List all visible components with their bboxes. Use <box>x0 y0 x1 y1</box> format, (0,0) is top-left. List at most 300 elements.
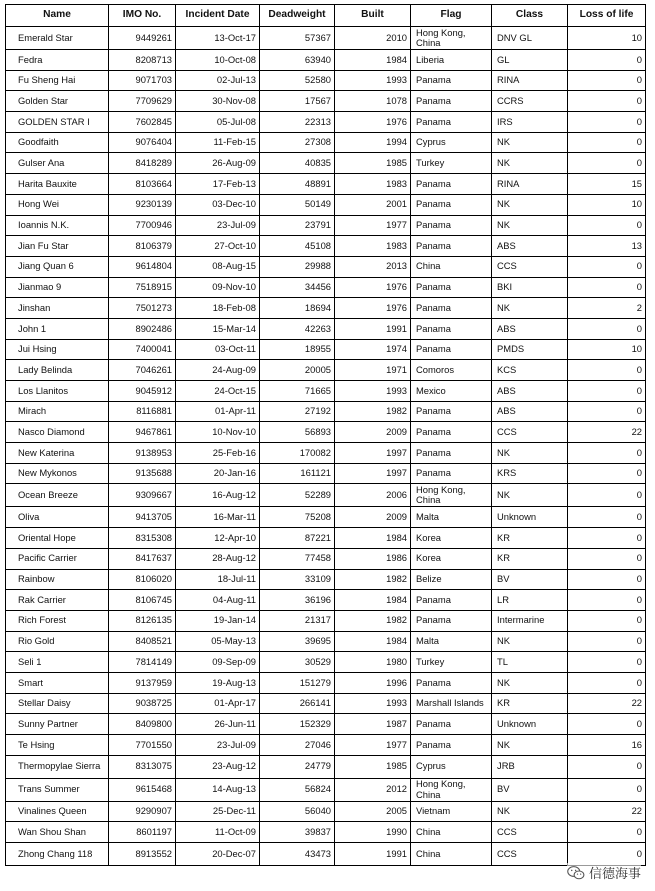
cell-loss-of-life: 0 <box>568 778 646 801</box>
cell-deadweight: 34456 <box>260 277 335 298</box>
cell-imo: 9290907 <box>109 801 176 822</box>
cell-deadweight: 20005 <box>260 360 335 381</box>
cell-incident-date: 18-Jul-11 <box>176 569 260 590</box>
cell-built: 1985 <box>335 153 411 174</box>
cell-class: NK <box>492 672 568 693</box>
cell-incident-date: 17-Feb-13 <box>176 174 260 195</box>
cell-built: 1983 <box>335 174 411 195</box>
table-row <box>6 735 646 756</box>
cell-loss-of-life: 0 <box>568 590 646 611</box>
cell-flag: Panama <box>411 194 492 215</box>
table-row <box>6 463 646 484</box>
cell-name: Fedra <box>6 50 109 71</box>
cell-incident-date: 18-Feb-08 <box>176 298 260 319</box>
cell-name: Fu Sheng Hai <box>6 70 109 91</box>
cell-flag: Panama <box>411 590 492 611</box>
cell-name: Emerald Star <box>6 27 109 50</box>
cell-incident-date: 24-Aug-09 <box>176 360 260 381</box>
cell-imo: 8106020 <box>109 569 176 590</box>
cell-deadweight: 39837 <box>260 822 335 843</box>
cell-incident-date: 09-Nov-10 <box>176 277 260 298</box>
cell-deadweight: 56040 <box>260 801 335 822</box>
cell-deadweight: 23791 <box>260 215 335 236</box>
cell-class: GL <box>492 50 568 71</box>
cell-incident-date: 01-Apr-11 <box>176 401 260 422</box>
cell-incident-date: 25-Feb-16 <box>176 443 260 464</box>
cell-deadweight: 22313 <box>260 112 335 133</box>
cell-deadweight: 42263 <box>260 318 335 339</box>
cell-flag: Korea <box>411 528 492 549</box>
table-row <box>6 27 646 50</box>
cell-class: NK <box>492 194 568 215</box>
cell-loss-of-life: 16 <box>568 735 646 756</box>
cell-built: 2009 <box>335 422 411 443</box>
cell-flag: Panama <box>411 422 492 443</box>
cell-loss-of-life: 15 <box>568 174 646 195</box>
cell-deadweight: 87221 <box>260 528 335 549</box>
cell-incident-date: 15-Mar-14 <box>176 318 260 339</box>
cell-loss-of-life: 0 <box>568 112 646 133</box>
cell-imo: 7814149 <box>109 652 176 673</box>
cell-loss-of-life: 0 <box>568 569 646 590</box>
cell-loss-of-life: 0 <box>568 70 646 91</box>
cell-incident-date: 13-Oct-17 <box>176 27 260 50</box>
cell-name: Smart <box>6 672 109 693</box>
table-row <box>6 422 646 443</box>
cell-loss-of-life: 0 <box>568 153 646 174</box>
cell-built: 1976 <box>335 277 411 298</box>
cell-loss-of-life: 0 <box>568 91 646 112</box>
cell-built: 1993 <box>335 70 411 91</box>
cell-flag: Hong Kong, China <box>411 27 492 50</box>
cell-incident-date: 26-Aug-09 <box>176 153 260 174</box>
cell-class: ABS <box>492 381 568 402</box>
cell-incident-date: 09-Sep-09 <box>176 652 260 673</box>
table-row <box>6 277 646 298</box>
cell-incident-date: 19-Jan-14 <box>176 610 260 631</box>
cell-built: 1977 <box>335 215 411 236</box>
cell-loss-of-life: 10 <box>568 339 646 360</box>
cell-incident-date: 20-Jan-16 <box>176 463 260 484</box>
cell-deadweight: 40835 <box>260 153 335 174</box>
cell-flag: Marshall Islands <box>411 693 492 714</box>
cell-incident-date: 30-Nov-08 <box>176 91 260 112</box>
cell-flag: Panama <box>411 298 492 319</box>
cell-deadweight: 152329 <box>260 714 335 735</box>
cell-deadweight: 21317 <box>260 610 335 631</box>
cell-built: 1997 <box>335 463 411 484</box>
cell-deadweight: 170082 <box>260 443 335 464</box>
cell-built: 1997 <box>335 443 411 464</box>
cell-imo: 8208713 <box>109 50 176 71</box>
cell-flag: Panama <box>411 70 492 91</box>
cell-built: 1982 <box>335 401 411 422</box>
cell-loss-of-life: 0 <box>568 360 646 381</box>
cell-built: 2013 <box>335 256 411 277</box>
cell-class: LR <box>492 590 568 611</box>
cell-flag: China <box>411 843 492 866</box>
cell-loss-of-life: 22 <box>568 422 646 443</box>
cell-name: Jianmao 9 <box>6 277 109 298</box>
table-row <box>6 194 646 215</box>
cell-loss-of-life: 0 <box>568 50 646 71</box>
cell-imo: 8315308 <box>109 528 176 549</box>
cell-deadweight: 77458 <box>260 548 335 569</box>
table-row <box>6 528 646 549</box>
cell-class: NK <box>492 801 568 822</box>
cell-loss-of-life: 10 <box>568 194 646 215</box>
cell-built: 1983 <box>335 236 411 257</box>
table-row <box>6 548 646 569</box>
cell-loss-of-life: 0 <box>568 822 646 843</box>
cell-deadweight: 39695 <box>260 631 335 652</box>
cell-class: NK <box>492 298 568 319</box>
cell-name: GOLDEN STAR I <box>6 112 109 133</box>
cell-flag: Cyprus <box>411 755 492 778</box>
cell-imo: 9071703 <box>109 70 176 91</box>
table-row <box>6 693 646 714</box>
cell-imo: 8417637 <box>109 548 176 569</box>
cell-imo: 9449261 <box>109 27 176 50</box>
cell-flag: Panama <box>411 215 492 236</box>
table-body <box>6 27 646 866</box>
cell-incident-date: 03-Dec-10 <box>176 194 260 215</box>
cell-imo: 8418289 <box>109 153 176 174</box>
cell-built: 1976 <box>335 112 411 133</box>
cell-incident-date: 04-Aug-11 <box>176 590 260 611</box>
cell-loss-of-life: 0 <box>568 484 646 507</box>
cell-name: Ocean Breeze <box>6 484 109 507</box>
cell-built: 2009 <box>335 507 411 528</box>
cell-flag: Panama <box>411 443 492 464</box>
cell-loss-of-life: 13 <box>568 236 646 257</box>
cell-class: KRS <box>492 463 568 484</box>
cell-loss-of-life: 0 <box>568 528 646 549</box>
cell-deadweight: 71665 <box>260 381 335 402</box>
cell-class: ABS <box>492 236 568 257</box>
cell-flag: Panama <box>411 112 492 133</box>
cell-class: RINA <box>492 174 568 195</box>
cell-class: DNV GL <box>492 27 568 50</box>
cell-imo: 9045912 <box>109 381 176 402</box>
cell-deadweight: 57367 <box>260 27 335 50</box>
cell-deadweight: 17567 <box>260 91 335 112</box>
header-imo: IMO No. <box>109 5 176 27</box>
cell-imo: 9138953 <box>109 443 176 464</box>
cell-deadweight: 56824 <box>260 778 335 801</box>
cell-built: 1993 <box>335 381 411 402</box>
table-row <box>6 318 646 339</box>
cell-name: Rak Carrier <box>6 590 109 611</box>
table-row <box>6 801 646 822</box>
cell-incident-date: 08-Aug-15 <box>176 256 260 277</box>
header-loss-of-life: Loss of life <box>568 5 646 27</box>
cell-name: Pacific Carrier <box>6 548 109 569</box>
table-row <box>6 843 646 866</box>
cell-imo: 7700946 <box>109 215 176 236</box>
table-row <box>6 174 646 195</box>
table-row <box>6 70 646 91</box>
cell-loss-of-life: 0 <box>568 443 646 464</box>
cell-incident-date: 10-Oct-08 <box>176 50 260 71</box>
cell-imo: 8601197 <box>109 822 176 843</box>
cell-deadweight: 18694 <box>260 298 335 319</box>
cell-imo: 9038725 <box>109 693 176 714</box>
cell-built: 1974 <box>335 339 411 360</box>
table-row <box>6 112 646 133</box>
cell-imo: 9230139 <box>109 194 176 215</box>
cell-name: Oliva <box>6 507 109 528</box>
cell-name: Zhong Chang 118 <box>6 843 109 866</box>
cell-name: Jian Fu Star <box>6 236 109 257</box>
cell-name: Stellar Daisy <box>6 693 109 714</box>
cell-name: Seli 1 <box>6 652 109 673</box>
cell-class: NK <box>492 443 568 464</box>
cell-name: John 1 <box>6 318 109 339</box>
cell-flag: Turkey <box>411 652 492 673</box>
cell-class: CCS <box>492 822 568 843</box>
cell-flag: Panama <box>411 672 492 693</box>
cell-built: 1984 <box>335 528 411 549</box>
cell-class: KCS <box>492 360 568 381</box>
cell-class: ABS <box>492 401 568 422</box>
cell-flag: Panama <box>411 735 492 756</box>
cell-imo: 9615468 <box>109 778 176 801</box>
cell-imo: 7501273 <box>109 298 176 319</box>
cell-flag: Panama <box>411 610 492 631</box>
cell-built: 1990 <box>335 822 411 843</box>
table-row <box>6 443 646 464</box>
cell-name: Rio Gold <box>6 631 109 652</box>
cell-deadweight: 151279 <box>260 672 335 693</box>
table-row <box>6 132 646 153</box>
cell-built: 1987 <box>335 714 411 735</box>
cell-incident-date: 24-Oct-15 <box>176 381 260 402</box>
cell-loss-of-life: 0 <box>568 843 646 866</box>
cell-loss-of-life: 0 <box>568 672 646 693</box>
cell-flag: Panama <box>411 91 492 112</box>
cell-name: New Mykonos <box>6 463 109 484</box>
header-built: Built <box>335 5 411 27</box>
cell-class: NK <box>492 631 568 652</box>
cell-class: PMDS <box>492 339 568 360</box>
cell-incident-date: 11-Oct-09 <box>176 822 260 843</box>
table-row <box>6 672 646 693</box>
cell-imo: 8913552 <box>109 843 176 866</box>
cell-built: 1980 <box>335 652 411 673</box>
cell-imo: 9135688 <box>109 463 176 484</box>
cell-loss-of-life: 0 <box>568 631 646 652</box>
table-row <box>6 652 646 673</box>
cell-deadweight: 56893 <box>260 422 335 443</box>
cell-flag: Mexico <box>411 381 492 402</box>
table-row <box>6 381 646 402</box>
cell-name: Sunny Partner <box>6 714 109 735</box>
cell-built: 1993 <box>335 693 411 714</box>
cell-loss-of-life: 22 <box>568 693 646 714</box>
cell-loss-of-life: 10 <box>568 27 646 50</box>
cell-deadweight: 29988 <box>260 256 335 277</box>
table-row <box>6 484 646 507</box>
cell-built: 1986 <box>335 548 411 569</box>
cell-class: TL <box>492 652 568 673</box>
cell-name: Te Hsing <box>6 735 109 756</box>
cell-incident-date: 16-Aug-12 <box>176 484 260 507</box>
cell-flag: Panama <box>411 401 492 422</box>
watermark <box>567 863 641 882</box>
cell-imo: 8902486 <box>109 318 176 339</box>
cell-built: 1977 <box>335 735 411 756</box>
cell-class: CCS <box>492 843 568 866</box>
cell-loss-of-life: 0 <box>568 610 646 631</box>
cell-class: NK <box>492 484 568 507</box>
cell-loss-of-life: 0 <box>568 401 646 422</box>
cell-built: 2005 <box>335 801 411 822</box>
cell-class: BV <box>492 778 568 801</box>
cell-imo: 8409800 <box>109 714 176 735</box>
table-row <box>6 778 646 801</box>
cell-deadweight: 18955 <box>260 339 335 360</box>
cell-flag: Panama <box>411 174 492 195</box>
cell-built: 1982 <box>335 610 411 631</box>
cell-imo: 9137959 <box>109 672 176 693</box>
cell-name: Los Llanitos <box>6 381 109 402</box>
cell-name: Gulser Ana <box>6 153 109 174</box>
cell-built: 1996 <box>335 672 411 693</box>
table-row <box>6 610 646 631</box>
cell-class: KR <box>492 548 568 569</box>
cell-class: Intermarine <box>492 610 568 631</box>
cell-incident-date: 12-Apr-10 <box>176 528 260 549</box>
cell-class: Unknown <box>492 507 568 528</box>
cell-name: Harita Bauxite <box>6 174 109 195</box>
cell-name: Rich Forest <box>6 610 109 631</box>
table-row <box>6 91 646 112</box>
table-row <box>6 507 646 528</box>
cell-loss-of-life: 0 <box>568 652 646 673</box>
cell-name: Goodfaith <box>6 132 109 153</box>
cell-loss-of-life: 0 <box>568 548 646 569</box>
cell-flag: Panama <box>411 339 492 360</box>
cell-incident-date: 23-Jul-09 <box>176 735 260 756</box>
cell-imo: 7400041 <box>109 339 176 360</box>
cell-name: Jinshan <box>6 298 109 319</box>
table-row <box>6 631 646 652</box>
cell-class: NK <box>492 153 568 174</box>
table-row <box>6 401 646 422</box>
header-class: Class <box>492 5 568 27</box>
cell-flag: Panama <box>411 714 492 735</box>
cell-imo: 9467861 <box>109 422 176 443</box>
cell-deadweight: 36196 <box>260 590 335 611</box>
header-incident-date: Incident Date <box>176 5 260 27</box>
table-row <box>6 153 646 174</box>
cell-incident-date: 03-Oct-11 <box>176 339 260 360</box>
cell-loss-of-life: 2 <box>568 298 646 319</box>
table-row <box>6 360 646 381</box>
cell-incident-date: 20-Dec-07 <box>176 843 260 866</box>
cell-class: BKI <box>492 277 568 298</box>
cell-incident-date: 19-Aug-13 <box>176 672 260 693</box>
cell-imo: 8408521 <box>109 631 176 652</box>
table-row <box>6 215 646 236</box>
cell-built: 1971 <box>335 360 411 381</box>
cell-flag: Panama <box>411 236 492 257</box>
cell-flag: China <box>411 256 492 277</box>
cell-built: 1078 <box>335 91 411 112</box>
cell-flag: China <box>411 822 492 843</box>
cell-built: 1982 <box>335 569 411 590</box>
cell-class: ABS <box>492 318 568 339</box>
table-row <box>6 339 646 360</box>
cell-flag: Hong Kong, China <box>411 484 492 507</box>
cell-loss-of-life: 0 <box>568 463 646 484</box>
cell-built: 1985 <box>335 755 411 778</box>
header-row <box>6 5 646 27</box>
cell-deadweight: 63940 <box>260 50 335 71</box>
cell-name: Jui Hsing <box>6 339 109 360</box>
cell-incident-date: 27-Oct-10 <box>176 236 260 257</box>
cell-imo: 7602845 <box>109 112 176 133</box>
cell-class: CCS <box>492 256 568 277</box>
cell-name: Rainbow <box>6 569 109 590</box>
header-name: Name <box>6 5 109 27</box>
cell-class: CCRS <box>492 91 568 112</box>
cell-flag: Comoros <box>411 360 492 381</box>
cell-loss-of-life: 0 <box>568 132 646 153</box>
vessel-casualty-table <box>5 4 646 866</box>
cell-deadweight: 43473 <box>260 843 335 866</box>
cell-built: 1991 <box>335 843 411 866</box>
cell-class: IRS <box>492 112 568 133</box>
cell-incident-date: 02-Jul-13 <box>176 70 260 91</box>
cell-name: Ioannis N.K. <box>6 215 109 236</box>
cell-imo: 9413705 <box>109 507 176 528</box>
cell-name: Lady Belinda <box>6 360 109 381</box>
cell-deadweight: 24779 <box>260 755 335 778</box>
cell-incident-date: 10-Nov-10 <box>176 422 260 443</box>
cell-class: Unknown <box>492 714 568 735</box>
cell-flag: Belize <box>411 569 492 590</box>
cell-deadweight: 50149 <box>260 194 335 215</box>
cell-class: CCS <box>492 422 568 443</box>
cell-imo: 9309667 <box>109 484 176 507</box>
cell-name: New Katerina <box>6 443 109 464</box>
cell-loss-of-life: 0 <box>568 215 646 236</box>
cell-flag: Malta <box>411 631 492 652</box>
cell-imo: 8116881 <box>109 401 176 422</box>
cell-name: Oriental Hope <box>6 528 109 549</box>
cell-imo: 8313075 <box>109 755 176 778</box>
cell-flag: Panama <box>411 463 492 484</box>
cell-incident-date: 11-Feb-15 <box>176 132 260 153</box>
cell-incident-date: 28-Aug-12 <box>176 548 260 569</box>
cell-deadweight: 30529 <box>260 652 335 673</box>
cell-built: 1976 <box>335 298 411 319</box>
cell-class: KR <box>492 528 568 549</box>
cell-deadweight: 45108 <box>260 236 335 257</box>
cell-name: Golden Star <box>6 91 109 112</box>
cell-deadweight: 27046 <box>260 735 335 756</box>
cell-imo: 8103664 <box>109 174 176 195</box>
table-row <box>6 298 646 319</box>
cell-built: 1994 <box>335 132 411 153</box>
cell-incident-date: 01-Apr-17 <box>176 693 260 714</box>
cell-class: BV <box>492 569 568 590</box>
cell-flag: Liberia <box>411 50 492 71</box>
table-row <box>6 714 646 735</box>
cell-loss-of-life: 0 <box>568 318 646 339</box>
